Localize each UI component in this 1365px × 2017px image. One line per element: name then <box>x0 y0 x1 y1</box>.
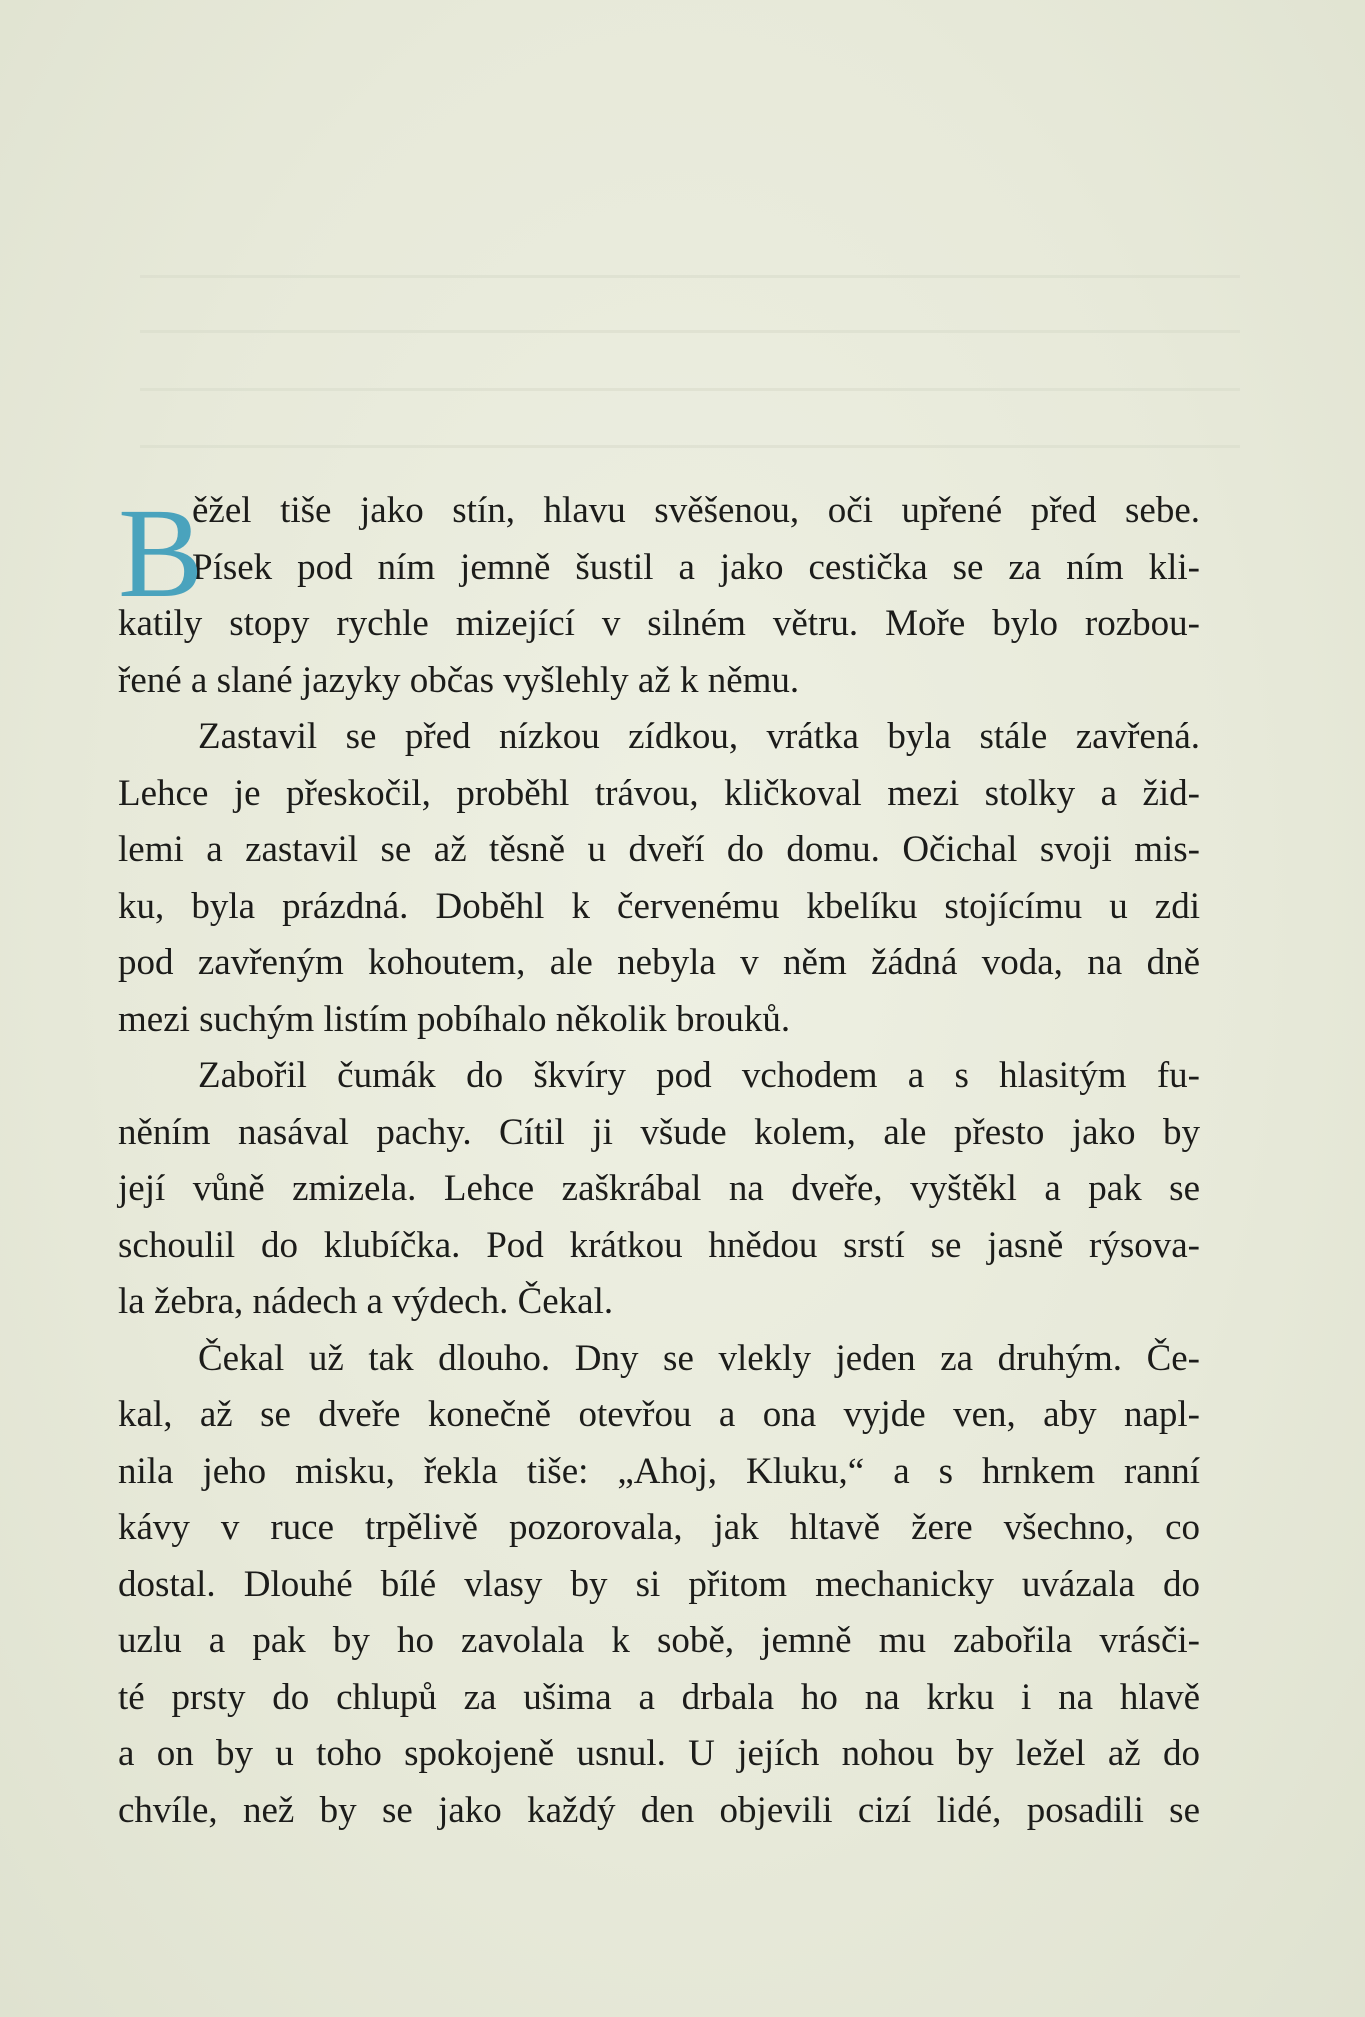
text-line: kal, až se dveře konečně otevřou a ona vyjde ven, aby napl- <box>118 1394 1200 1435</box>
paragraph <box>118 709 1200 1048</box>
text-line: pod zavřeným kohoutem, ale nebyla v něm žádná voda, na dně <box>118 942 1200 983</box>
show-through-mark <box>140 330 1240 333</box>
text-line: uzlu a pak by ho zavolala k sobě, jemně mu zabořila vrásči- <box>118 1620 1200 1661</box>
paragraph <box>118 483 1200 709</box>
text-line: Písek pod ním jemně šustil a jako cestička se za ním kli- <box>192 546 1200 588</box>
text-line: její vůně zmizela. Lehce zaškrábal na dveře, vyštěkl a pak se <box>118 1168 1200 1209</box>
paragraph <box>118 1331 1200 1840</box>
text-line: Lehce je přeskočil, proběhl trávou, kličkoval mezi stolky a žid- <box>118 772 1200 814</box>
text-line: ku, byla prázdná. Doběhl k červenému kbelíku stojícímu u zdi <box>118 885 1200 927</box>
text-line: dostal. Dlouhé bílé vlasy by si přitom mechanicky uvázala do <box>118 1563 1200 1605</box>
body-text <box>118 483 1200 1839</box>
paragraph <box>118 1048 1200 1331</box>
text-line: a on by u toho spokojeně usnul. U jejích nohou by ležel až do <box>118 1733 1200 1774</box>
text-line: schoulil do klubíčka. Pod krátkou hnědou srstí se jasně rýsova- <box>118 1224 1200 1266</box>
show-through-mark <box>140 275 1240 278</box>
text-line: Zabořil čumák do škvíry pod vchodem a s hlasitým fu- <box>198 1055 1200 1096</box>
show-through-mark <box>140 445 1240 448</box>
text-line: chvíle, než by se jako každý den objevili cizí lidé, posadili se <box>118 1789 1200 1831</box>
text-line: té prsty do chlupů za ušima a drbala ho na krku i na hlavě <box>118 1676 1200 1718</box>
text-line: mezi suchým listím pobíhalo několik brouků. <box>118 998 791 1040</box>
text-line: la žebra, nádech a výdech. Čekal. <box>118 1281 614 1322</box>
text-line: katily stopy rychle mizející v silném větru. Moře bylo rozbou- <box>118 603 1200 644</box>
text-line: řené a slané jazyky občas vyšlehly až k němu. <box>118 659 800 701</box>
text-line: lemi a zastavil se až těsně u dveří do domu. Očichal svoji mis- <box>118 829 1200 870</box>
text-line: Čekal už tak dlouho. Dny se vlekly jeden za druhým. Če- <box>198 1337 1200 1379</box>
text-line: ěžel tiše jako stín, hlavu svěšenou, oči upřené před sebe. <box>192 490 1200 531</box>
text-line: nila jeho misku, řekla tiše: „Ahoj, Kluku,“ a s hrnkem ranní <box>118 1450 1200 1492</box>
show-through-mark <box>140 388 1240 391</box>
text-line: Zastavil se před nízkou zídkou, vrátka byla stále zavřená. <box>198 716 1200 757</box>
drop-cap: B <box>118 482 204 624</box>
text-line: něním nasával pachy. Cítil ji všude kolem, ale přesto jako by <box>118 1111 1200 1153</box>
text-line: kávy v ruce trpělivě pozorovala, jak hltavě žere všechno, co <box>118 1507 1200 1548</box>
